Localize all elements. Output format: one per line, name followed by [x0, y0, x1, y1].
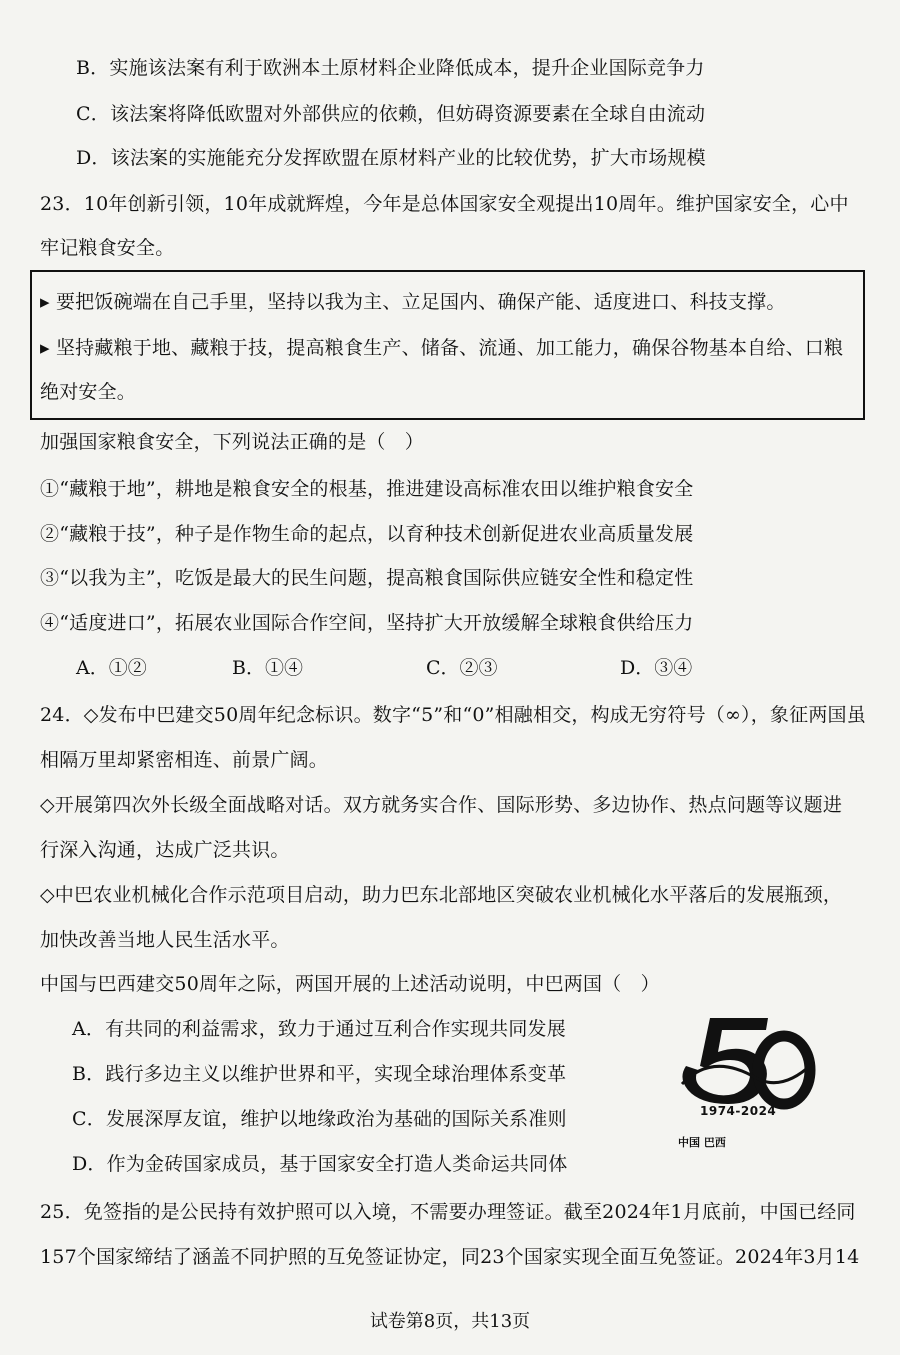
- q24-p3-line1: ◇中巴农业机械化合作示范项目启动，助力巴东北部地区突破农业机械化水平落后的发展瓶颈，: [40, 884, 843, 906]
- q23-question: 加强国家粮食安全，下列说法正确的是（ ）: [40, 431, 425, 453]
- q24-option-c: C．发展深厚友谊，维护以地缘政治为基础的国际关系准则: [72, 1108, 567, 1130]
- q25-line2: 157个国家缔结了涵盖不同护照的互免签证协定，同23个国家实现全面互免签证。2024年3月14: [40, 1246, 860, 1268]
- q23-box-line3: 绝对安全。: [40, 381, 137, 403]
- page-footer: 试卷第8页，共13页: [369, 1311, 531, 1332]
- q24-p2-line2: 行深入沟通，达成广泛共识。: [40, 839, 290, 861]
- q24-p1-line2: 相隔万里却紧密相连、前景广阔。: [40, 749, 329, 771]
- q24-option-d: D．作为金砖国家成员，基于国家安全打造人类命运共同体: [72, 1153, 568, 1175]
- china-brazil-50-logo: [672, 1012, 822, 1177]
- q23-box-line2: ▸ 坚持藏粮于地、藏粮于技，提高粮食生产、储备、流通、加工能力，确保谷物基本自给、口粮: [40, 337, 844, 359]
- q24-option-a: A．有共同的利益需求，致力于通过互利合作实现共同发展: [72, 1018, 566, 1040]
- q24-question: 中国与巴西建交50周年之际，两国开展的上述活动说明，中巴两国（ ）: [40, 973, 660, 995]
- logo-years: 1974-2024: [700, 1104, 777, 1118]
- q23-box-line1: ▸ 要把饭碗端在自己手里，坚持以我为主、立足国内、确保产能、适度进口、科技支撑。: [40, 291, 786, 313]
- q25-line1: 25．免签指的是公民持有效护照可以入境，不需要办理签证。截至2024年1月底前，中国已经同: [40, 1201, 856, 1223]
- q23-item-1: ①“藏粮于地”，耕地是粮食安全的根基，推进建设高标准农田以维护粮食安全: [40, 478, 694, 500]
- q22-option-d: D．该法案的实施能充分发挥欧盟在原材料产业的比较优势，扩大市场规模: [76, 147, 706, 169]
- q24-p1-line1: 24．◇发布中巴建交50周年纪念标识。数字“5”和“0”相融相交，构成无穷符号（∞），象征两国虽: [40, 704, 866, 726]
- q23-stem-line2: 牢记粮食安全。: [40, 237, 175, 259]
- logo-subtitle: 中国 巴西: [678, 1136, 726, 1149]
- q23-item-3: ③“以我为主”，吃饭是最大的民生问题，提高粮食国际供应链安全性和稳定性: [40, 567, 694, 589]
- q23-item-2: ②“藏粮于技”，种子是作物生命的起点，以育种技术创新促进农业高质量发展: [40, 523, 694, 545]
- q24-p3-line2: 加快改善当地人民生活水平。: [40, 929, 290, 951]
- q23-stem-line1: 23．10年创新引领，10年成就辉煌，今年是总体国家安全观提出10周年。维护国家安全，心中: [40, 193, 849, 215]
- q23-item-4: ④“适度进口”，拓展农业国际合作空间，坚持扩大开放缓解全球粮食供给压力: [40, 612, 694, 634]
- q24-option-b: B．践行多边主义以维护世界和平，实现全球治理体系变革: [72, 1063, 567, 1085]
- q24-p2-line1: ◇开展第四次外长级全面战略对话。双方就务实合作、国际形势、多边协作、热点问题等议题进: [40, 794, 843, 816]
- q23-choice-b: B．①④: [232, 657, 303, 679]
- q23-choice-a: A．①②: [76, 657, 147, 679]
- q22-option-b: B．实施该法案有利于欧洲本土原材料企业降低成本，提升企业国际竞争力: [76, 57, 705, 79]
- q23-choice-d: D．③④: [620, 657, 693, 679]
- q23-choice-c: C．②③: [426, 657, 498, 679]
- q22-option-c: C．该法案将降低欧盟对外部供应的依赖，但妨碍资源要素在全球自由流动: [76, 103, 706, 125]
